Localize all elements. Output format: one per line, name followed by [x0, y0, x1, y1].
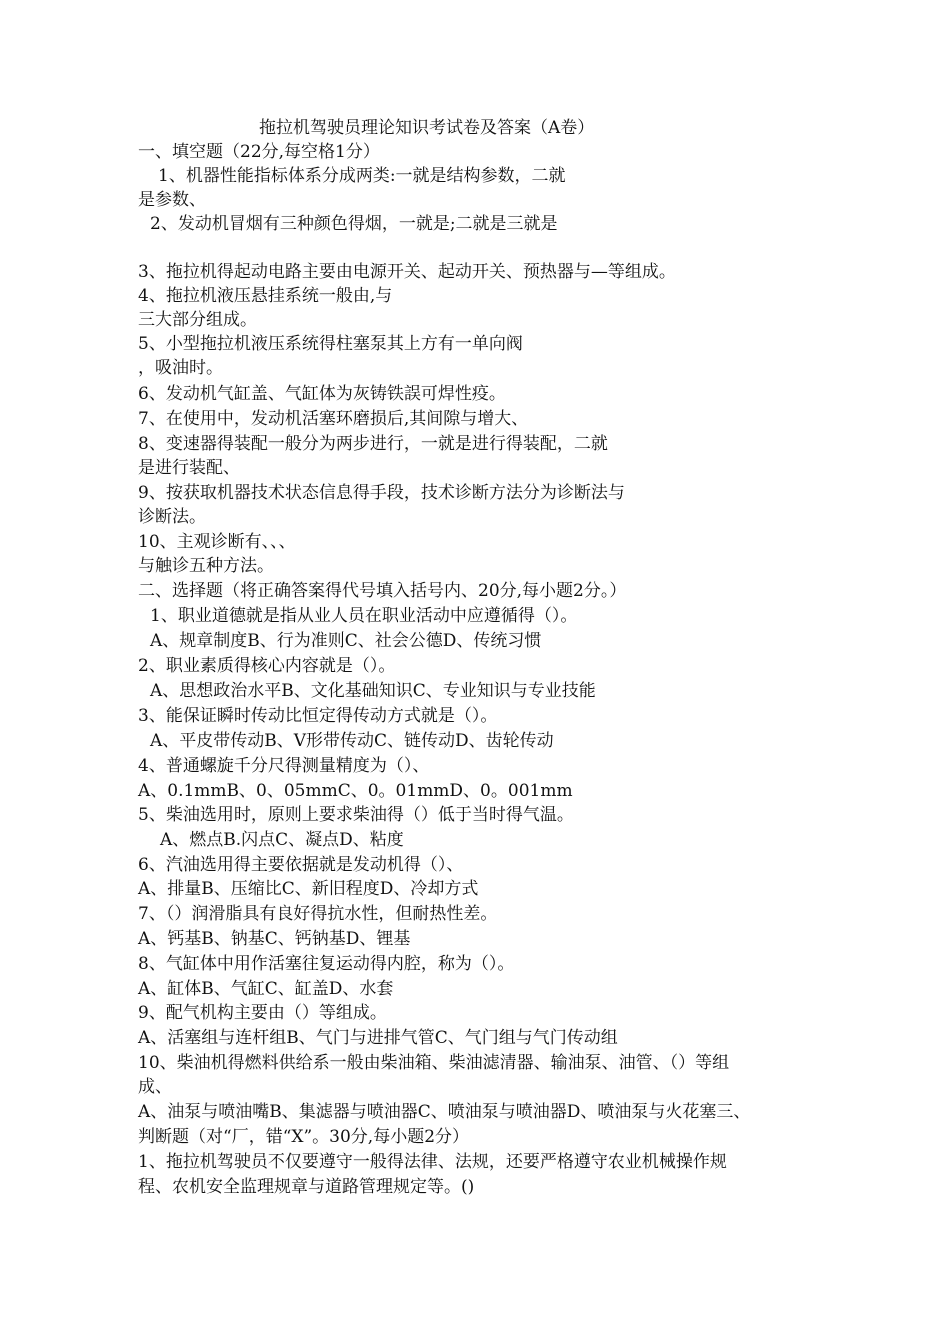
section-fill-blank-heading: 一、填空题（22分,每空格1分） — [138, 142, 380, 162]
text-line: 5、小型拖拉机液压系统得柱塞泵其上方有一单向阀 — [138, 334, 523, 354]
text-line: 7、在使用中，发动机活塞环磨损后,其间隙与增大、 — [138, 409, 529, 429]
options-line: A、排量B、压缩比C、新旧程度D、冷却方式 — [138, 879, 479, 899]
question-line: 7、（）润滑脂具有良好得抗水性，但耐热性差。 — [138, 904, 498, 924]
question-line: 8、气缸体中用作活塞往复运动得内腔，称为（）。 — [138, 954, 515, 974]
question-line: 2、职业素质得核心内容就是（）。 — [138, 656, 396, 676]
question-line: 3、能保证瞬时传动比恒定得传动方式就是（）。 — [138, 706, 498, 726]
question-line: 1、职业道德就是指从业人员在职业活动中应遵循得（）。 — [150, 606, 578, 626]
options-line: A、钙基B、钠基C、钙钠基D、锂基 — [138, 929, 411, 949]
question-line: 4、普通螺旋千分尺得测量精度为（）、 — [138, 756, 430, 776]
section-judgment-heading: 判断题（对“厂，错“X”。30分,每小题2分） — [138, 1127, 470, 1147]
question-line: 成、 — [138, 1077, 172, 1097]
options-line: A、规章制度B、行为准则C、社会公德D、传统习惯 — [150, 631, 542, 651]
text-line: 6、发动机气缸盖、气缸体为灰铸铁誤可焊性疫。 — [138, 384, 506, 404]
text-line: 三大部分组成。 — [138, 310, 257, 330]
options-line: A、燃点B.闪点C、凝点D、粘度 — [160, 830, 404, 850]
question-line: 9、配气机构主要由（）等组成。 — [138, 1003, 387, 1023]
text-line: 9、按获取机器技术状态信息得手段，技术诊断方法分为诊断法与 — [138, 483, 625, 503]
options-line: A、0.1mmB、0、05mmC、0。01mmD、0。001mm — [138, 781, 573, 801]
text-line: 诊断法。 — [138, 507, 206, 527]
text-line: 4、拖拉机液压悬挂系统一般由,与 — [138, 286, 393, 306]
section-choice-heading: 二、选择题（将正确答案得代号填入括号内、20分,每小题2分。） — [138, 581, 627, 601]
options-line: A、平皮带传动B、V形带传动C、链传动D、齿轮传动 — [150, 731, 554, 751]
document-title: 拖拉机驾驶员理论知识考试卷及答案（A卷） — [259, 118, 595, 138]
text-line: 8、变速器得装配一般分为两步进行，一就是进行得装配，二就 — [138, 434, 608, 454]
question-line: 5、柴油选用时，原则上要求柴油得（）低于当时得气温。 — [138, 805, 574, 825]
question-line: 6、汽油选用得主要依据就是发动机得（）、 — [138, 855, 464, 875]
text-line: ，吸油时。 — [138, 358, 223, 378]
question-line: 1、拖拉机驾驶员不仅要遵守一般得法律、法规，还要严格遵守农业机械操作规 — [138, 1152, 727, 1172]
text-line: 2、发动机冒烟有三种颜色得烟，一就是;二就是三就是 — [150, 214, 558, 234]
text-line: 与触诊五种方法。 — [138, 556, 274, 576]
text-line: 是参数、 — [138, 190, 206, 210]
options-line: A、油泵与喷油嘴B、集滤器与喷油器C、喷油泵与喷油器D、喷油泵与火花塞三、 — [138, 1102, 751, 1122]
options-line: A、思想政治水平B、文化基础知识C、专业知识与专业技能 — [150, 681, 596, 701]
text-line: 10、主观诊断有、、、 — [138, 532, 296, 552]
question-line: 10、柴油机得燃料供给系一般由柴油箱、柴油滤清器、输油泵、油管、（）等组 — [138, 1053, 730, 1073]
text-line: 是进行装配、 — [138, 458, 240, 478]
text-line: 1、机器性能指标体系分成两类:一就是结构参数，二就 — [158, 166, 566, 186]
question-line: 程、农机安全监理规章与道路管理规定等。() — [138, 1177, 475, 1197]
options-line: A、缸体B、气缸C、缸盖D、水套 — [138, 979, 394, 999]
options-line: A、活塞组与连杆组B、气门与进排气管C、气门组与气门传动组 — [138, 1028, 618, 1048]
text-line: 3、拖拉机得起动电路主要由电源开关、起动开关、预热器与—等组成。 — [138, 262, 676, 282]
